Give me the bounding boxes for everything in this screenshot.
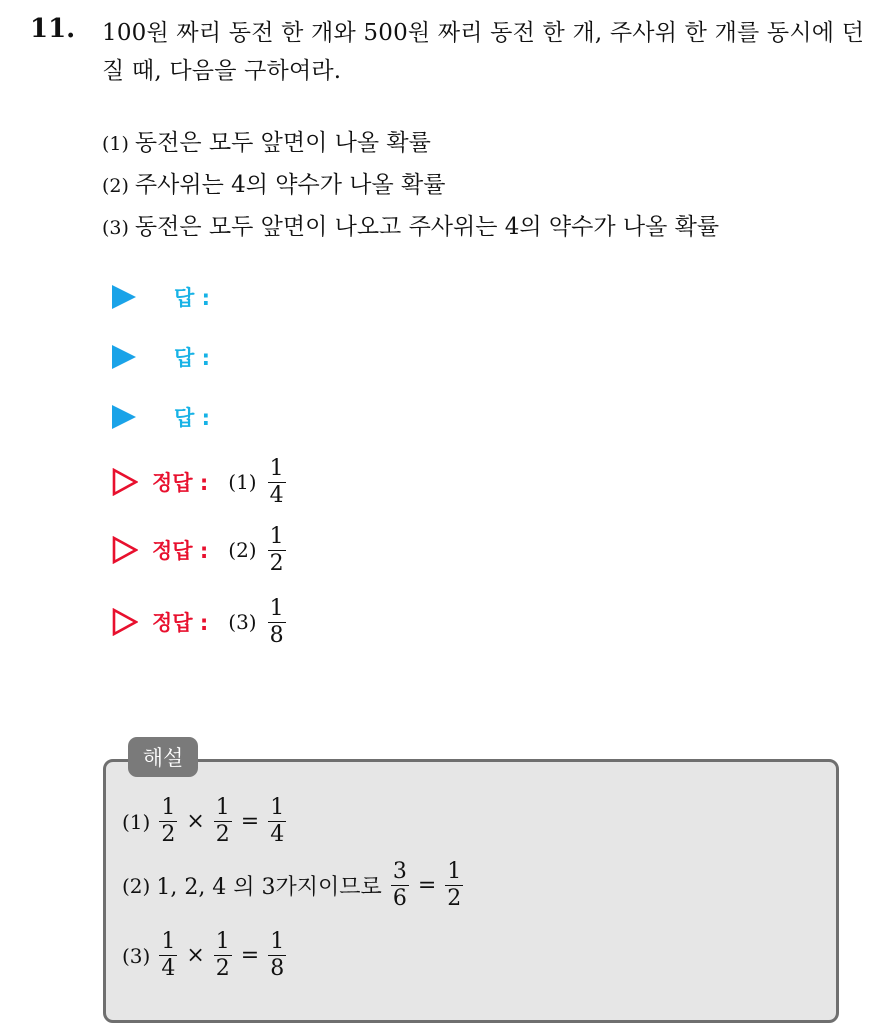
denominator: 2 [447, 886, 462, 911]
answer-blank-2[interactable] [112, 337, 210, 377]
subquestion-1 [102, 124, 719, 166]
play-triangle-icon [112, 345, 136, 369]
solution-line-2 [122, 860, 466, 911]
correct-answer-1 [112, 452, 289, 512]
numerator: 1 [270, 929, 285, 954]
numerator: 1 [269, 523, 284, 549]
denominator: 8 [269, 622, 284, 648]
question-text: 100원 짜리 동전 한 개와 500원 짜리 동전 한 개, 주사위 한 개를 동시에 던질 때, 다음을 구하여라. [102, 20, 865, 84]
equals-operator: = [240, 809, 260, 834]
numerator: 1 [269, 455, 284, 481]
play-triangle-icon [112, 285, 136, 309]
solution-line-3 [122, 930, 289, 981]
solution-title-tab: 해설 [128, 737, 198, 777]
correct-answer-number: (2) [228, 538, 257, 562]
correct-answer-fraction [268, 457, 286, 508]
subquestion-list [102, 124, 719, 250]
correct-answer-number: (1) [228, 470, 257, 494]
solution-line-1 [122, 796, 289, 847]
fraction [214, 930, 232, 981]
equals-operator: = [417, 873, 437, 898]
fraction [445, 860, 463, 911]
numerator: 1 [269, 595, 284, 621]
numerator: 1 [161, 795, 176, 820]
answer-label: 답 : [174, 406, 210, 430]
correct-answer-label: 정답 : [152, 471, 209, 495]
answer-blank-3[interactable] [112, 397, 210, 437]
equals-operator: = [240, 943, 260, 968]
correct-answer-label: 정답 : [152, 611, 209, 635]
denominator: 4 [161, 956, 176, 981]
times-operator: × [186, 809, 205, 834]
outline-triangle-icon [112, 536, 138, 564]
denominator: 4 [269, 482, 284, 508]
subquestion-3 [102, 208, 719, 250]
correct-answer-2 [112, 520, 289, 580]
correct-answer-fraction [268, 597, 286, 648]
numerator: 1 [161, 929, 176, 954]
outline-triangle-icon [112, 468, 138, 496]
subquestion-3-number: (3) [102, 217, 129, 239]
denominator: 2 [215, 822, 230, 847]
subquestion-2 [102, 166, 719, 208]
numerator: 3 [392, 859, 407, 884]
correct-answer-3 [112, 592, 289, 652]
fraction [159, 930, 177, 981]
correct-answer-fraction [268, 525, 286, 576]
play-triangle-icon [112, 405, 136, 429]
denominator: 2 [161, 822, 176, 847]
subquestion-3-text: 동전은 모두 앞면이 나오고 주사위는 4의 약수가 나올 확률 [134, 214, 720, 240]
fraction [214, 796, 232, 847]
denominator: 8 [270, 956, 285, 981]
answer-label: 답 : [174, 346, 210, 370]
solution-line-text: 1, 2, 4 의 3가지이므로 [156, 875, 382, 900]
numerator: 1 [270, 795, 285, 820]
subquestion-2-number: (2) [102, 175, 129, 197]
numerator: 1 [215, 929, 230, 954]
numerator: 1 [447, 859, 462, 884]
outline-triangle-icon [112, 608, 138, 636]
subquestion-1-text: 동전은 모두 앞면이 나올 확률 [134, 130, 431, 156]
subquestion-1-number: (1) [102, 133, 129, 155]
solution-line-number: (1) [122, 809, 151, 834]
subquestion-2-text: 주사위는 4의 약수가 나올 확률 [134, 172, 446, 198]
question-number: 11. [30, 14, 76, 44]
fraction [159, 796, 177, 847]
denominator: 6 [392, 886, 407, 911]
correct-answer-label: 정답 : [152, 539, 209, 563]
fraction [391, 860, 409, 911]
solution-line-number: (2) [122, 873, 151, 898]
denominator: 2 [269, 550, 284, 576]
correct-answer-number: (3) [228, 610, 257, 634]
denominator: 2 [215, 956, 230, 981]
answer-label: 답 : [174, 286, 210, 310]
fraction [268, 796, 286, 847]
times-operator: × [186, 943, 205, 968]
fraction [268, 930, 286, 981]
numerator: 1 [215, 795, 230, 820]
denominator: 4 [270, 822, 285, 847]
solution-line-number: (3) [122, 943, 151, 968]
answer-blank-1[interactable] [112, 277, 210, 317]
